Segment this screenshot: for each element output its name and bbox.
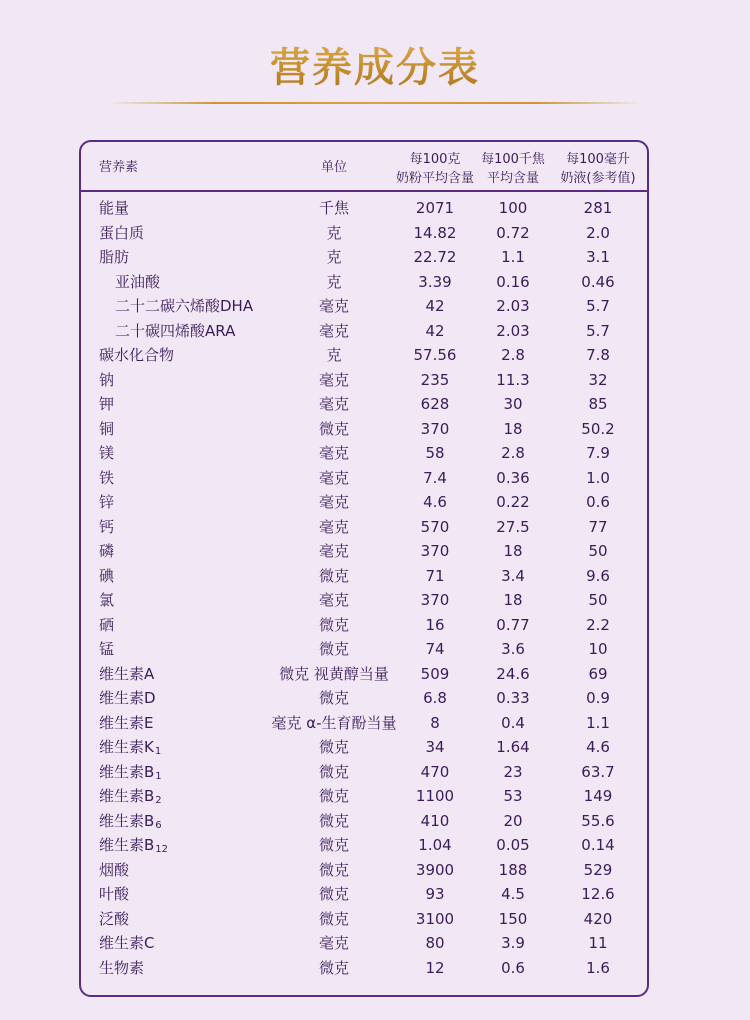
nutrient-name-cell <box>99 196 129 221</box>
table-row <box>81 760 647 785</box>
nutrient-name-cell <box>99 882 129 907</box>
nutrient-name-subscript: 1 <box>155 770 162 782</box>
table-row <box>81 833 647 858</box>
per-100g-value: 370 <box>420 542 450 561</box>
per-100kj-value: 2.8 <box>501 444 525 463</box>
nutrient-name-subscript: 1 <box>154 746 162 758</box>
nutrient-name-cell <box>99 858 129 883</box>
nutrient-name: 锰 <box>99 640 115 659</box>
unit-cell: 毫克 <box>318 493 349 512</box>
header-per-100ml <box>548 150 648 188</box>
per-100ml-value: 4.6 <box>586 738 610 757</box>
unit-cell: 微克 <box>318 615 349 634</box>
nutrient-name: 泛酸 <box>99 909 130 928</box>
per-100ml-value: 9.6 <box>586 566 610 585</box>
table-row <box>81 490 647 515</box>
per-100kj-value: 188 <box>498 860 528 879</box>
unit-cell: 微克 <box>318 958 349 977</box>
per-100g-value: 8 <box>430 713 440 732</box>
per-100kj-value: 53 <box>503 787 523 806</box>
unit-cell: 毫克 <box>318 444 349 463</box>
table-row <box>81 245 647 270</box>
nutrient-name-cell <box>99 637 114 662</box>
table-row <box>81 564 647 589</box>
nutrient-name: 蛋白质 <box>99 223 145 242</box>
nutrient-name-cell <box>99 833 168 861</box>
per-100kj-value: 4.5 <box>501 885 525 904</box>
nutrient-name-cell <box>99 956 144 981</box>
header-per-100kj-line1: 每100千焦 <box>481 152 545 167</box>
nutrient-name: 二十碳四烯酸ARA <box>115 321 236 340</box>
unit-cell: 千焦 <box>318 199 349 217</box>
unit-cell: 微克 <box>318 419 349 438</box>
nutrient-name-cell <box>99 466 114 491</box>
per-100g-value: 14.82 <box>413 223 457 242</box>
per-100g-value: 628 <box>420 395 450 414</box>
nutrient-name-cell <box>99 417 114 442</box>
nutrient-name-cell <box>99 760 162 788</box>
unit-cell: 微克 <box>318 909 349 928</box>
unit-cell: 微克 <box>318 762 349 781</box>
per-100g-value: 509 <box>420 664 450 683</box>
per-100g-value: 80 <box>425 934 445 953</box>
per-100kj-value: 3.9 <box>501 934 525 953</box>
per-100ml-value: 85 <box>588 395 608 414</box>
table-row <box>81 637 647 662</box>
per-100g-value: 58 <box>425 444 445 463</box>
per-100kj-value: 2.03 <box>496 321 530 340</box>
header-per-100g-line1: 每100克 <box>409 152 461 167</box>
per-100g-value: 34 <box>425 738 445 757</box>
unit-cell: 微克 <box>318 640 349 659</box>
nutrient-name: 维生素D <box>99 689 156 708</box>
per-100kj-value: 2.8 <box>501 346 525 365</box>
nutrient-name-cell <box>99 907 129 932</box>
table-row <box>81 319 647 344</box>
nutrient-name-cell <box>115 319 235 344</box>
nutrient-name: 维生素C <box>99 934 155 953</box>
unit-cell: 微克 <box>318 738 349 757</box>
unit-cell: 克 <box>326 346 342 365</box>
per-100kj-value: 0.6 <box>501 958 525 977</box>
per-100ml-value: 50 <box>588 542 608 561</box>
nutrient-name: 铜 <box>99 419 115 438</box>
unit-cell: 毫克 α-生育酚当量 <box>271 713 397 732</box>
per-100ml-value: 5.7 <box>586 321 610 340</box>
unit-cell: 毫克 <box>318 321 349 340</box>
table-header <box>81 142 647 190</box>
nutrient-name: 钠 <box>99 370 115 389</box>
per-100ml-value: 0.6 <box>586 493 610 512</box>
table-body <box>81 196 647 981</box>
nutrient-name: 维生素B <box>99 836 155 855</box>
table-row <box>81 196 647 221</box>
per-100kj-value: 0.22 <box>496 493 530 512</box>
nutrient-name: 钾 <box>99 395 115 414</box>
table-row <box>81 392 647 417</box>
table-row <box>81 735 647 760</box>
unit-cell: 克 <box>326 248 342 267</box>
nutrient-name: 硒 <box>99 615 115 634</box>
per-100g-value: 4.6 <box>423 493 447 512</box>
table-row <box>81 515 647 540</box>
nutrient-name-cell <box>99 368 114 393</box>
per-100ml-value: 0.14 <box>581 836 615 855</box>
per-100ml-value: 1.6 <box>586 958 610 977</box>
table-row <box>81 368 647 393</box>
per-100kj-value: 30 <box>503 395 523 414</box>
nutrient-name: 维生素B <box>99 762 155 781</box>
per-100kj-value: 0.77 <box>496 615 530 634</box>
per-100kj-value: 0.33 <box>496 689 530 708</box>
per-100g-value: 1.04 <box>418 836 452 855</box>
page-title: 营养成分表 <box>0 40 750 96</box>
nutrient-name: 维生素B <box>99 811 155 830</box>
nutrient-name: 生物素 <box>99 958 145 977</box>
per-100g-value: 93 <box>425 885 445 904</box>
per-100kj-value: 18 <box>503 542 523 561</box>
table-row <box>81 441 647 466</box>
nutrient-name-cell <box>99 686 156 711</box>
table-row <box>81 539 647 564</box>
nutrient-name: 铁 <box>99 468 115 487</box>
unit-cell: 微克 <box>318 860 349 879</box>
nutrient-name-subscript: 12 <box>155 844 169 856</box>
per-100ml-value: 420 <box>583 909 613 928</box>
per-100g-value: 1100 <box>415 787 455 806</box>
nutrient-name-cell <box>99 245 129 270</box>
per-100ml-value: 1.1 <box>586 713 610 732</box>
unit-cell: 微克 <box>318 811 349 830</box>
per-100ml-value: 10 <box>588 640 608 659</box>
table-row <box>81 882 647 907</box>
per-100g-value: 570 <box>420 517 450 536</box>
per-100ml-value: 12.6 <box>581 885 615 904</box>
per-100ml-value: 50 <box>588 591 608 610</box>
nutrient-name: 二十二碳六烯酸DHA <box>115 297 254 316</box>
per-100ml-value: 11 <box>588 934 608 953</box>
per-100g-value: 370 <box>420 591 450 610</box>
per-100ml-value: 2.2 <box>586 615 610 634</box>
nutrient-name-cell <box>99 613 114 638</box>
nutrient-name-cell <box>99 564 114 589</box>
unit-cell: 微克 <box>318 689 349 708</box>
per-100ml-value: 0.9 <box>586 689 610 708</box>
per-100kj-value: 18 <box>503 419 523 438</box>
per-100g-value: 42 <box>425 297 445 316</box>
nutrient-name-cell <box>99 784 162 812</box>
per-100ml-value: 281 <box>583 199 613 217</box>
table-row <box>81 270 647 295</box>
per-100g-value: 71 <box>425 566 445 585</box>
nutrient-name: 氯 <box>99 591 115 610</box>
per-100g-value: 3900 <box>415 860 455 879</box>
unit-cell: 毫克 <box>318 591 349 610</box>
unit-cell: 毫克 <box>318 517 349 536</box>
per-100kj-value: 2.03 <box>496 297 530 316</box>
per-100kj-value: 20 <box>503 811 523 830</box>
unit-cell: 克 <box>326 272 342 291</box>
table-row <box>81 931 647 956</box>
per-100ml-value: 50.2 <box>581 419 615 438</box>
header-nutrient: 营养素 <box>99 160 139 175</box>
per-100kj-value: 3.6 <box>501 640 525 659</box>
table-row <box>81 809 647 834</box>
unit-cell: 克 <box>326 223 342 242</box>
table-row <box>81 221 647 246</box>
nutrient-name-cell <box>99 735 161 763</box>
table-row <box>81 662 647 687</box>
per-100g-value: 12 <box>425 958 445 977</box>
nutrient-name: 镁 <box>99 444 115 463</box>
nutrition-table <box>79 140 649 997</box>
nutrient-name-cell <box>99 662 154 687</box>
per-100kj-value: 0.36 <box>496 468 530 487</box>
unit-cell: 毫克 <box>318 370 349 389</box>
nutrient-name: 维生素E <box>99 713 154 732</box>
header-divider <box>81 190 647 192</box>
nutrient-name: 碳水化合物 <box>99 346 175 365</box>
nutrient-name: 烟酸 <box>99 860 130 879</box>
nutrient-name-cell <box>99 809 162 837</box>
per-100kj-value: 3.4 <box>501 566 525 585</box>
per-100g-value: 370 <box>420 419 450 438</box>
table-row <box>81 613 647 638</box>
table-row <box>81 858 647 883</box>
nutrient-name: 叶酸 <box>99 885 130 904</box>
table-row <box>81 907 647 932</box>
per-100g-value: 16 <box>425 615 445 634</box>
unit-cell: 毫克 <box>318 542 349 561</box>
per-100g-value: 2071 <box>415 199 455 217</box>
nutrient-name: 维生素A <box>99 664 155 683</box>
unit-cell: 微克 <box>318 566 349 585</box>
per-100ml-value: 32 <box>588 370 608 389</box>
per-100ml-value: 2.0 <box>586 223 610 242</box>
table-row <box>81 294 647 319</box>
per-100ml-value: 7.8 <box>586 346 610 365</box>
nutrient-name-cell <box>99 931 154 956</box>
per-100ml-value: 529 <box>583 860 613 879</box>
per-100ml-value: 63.7 <box>581 762 615 781</box>
per-100g-value: 470 <box>420 762 450 781</box>
nutrient-name: 锌 <box>99 493 115 512</box>
per-100g-value: 3.39 <box>418 272 452 291</box>
per-100ml-value: 55.6 <box>581 811 615 830</box>
nutrient-name: 磷 <box>99 542 115 561</box>
unit-cell: 毫克 <box>318 297 349 316</box>
table-row <box>81 588 647 613</box>
table-row <box>81 784 647 809</box>
per-100kj-value: 0.16 <box>496 272 530 291</box>
per-100g-value: 7.4 <box>423 468 447 487</box>
header-per-100kj-line2: 平均含量 <box>486 171 539 186</box>
nutrient-name-cell <box>99 588 114 613</box>
per-100g-value: 22.72 <box>413 248 457 267</box>
table-row <box>81 343 647 368</box>
nutrient-name: 脂肪 <box>99 248 130 267</box>
per-100kj-value: 0.4 <box>501 713 525 732</box>
per-100ml-value: 7.9 <box>586 444 610 463</box>
table-row <box>81 711 647 736</box>
header-unit: 单位 <box>320 160 347 175</box>
nutrient-name-cell <box>99 343 174 368</box>
per-100ml-value: 77 <box>588 517 608 536</box>
per-100kj-value: 150 <box>498 909 528 928</box>
unit-cell: 毫克 <box>318 468 349 487</box>
per-100kj-value: 100 <box>498 199 528 217</box>
per-100kj-value: 0.72 <box>496 223 530 242</box>
unit-cell: 毫克 <box>318 934 349 953</box>
per-100ml-value: 3.1 <box>586 248 610 267</box>
header-per-100ml-line1: 每100毫升 <box>566 152 630 167</box>
per-100kj-value: 18 <box>503 591 523 610</box>
per-100kj-value: 23 <box>503 762 523 781</box>
nutrient-name-cell <box>99 711 153 736</box>
per-100ml-value: 0.46 <box>581 272 615 291</box>
unit-cell: 微克 <box>318 885 349 904</box>
header-per-100g-line2: 奶粉平均含量 <box>395 171 474 186</box>
nutrient-name-subscript: 6 <box>155 819 162 831</box>
per-100kj-value: 1.1 <box>501 248 525 267</box>
per-100g-value: 74 <box>425 640 445 659</box>
nutrient-name-cell <box>99 539 114 564</box>
table-row <box>81 686 647 711</box>
per-100ml-value: 1.0 <box>586 468 610 487</box>
per-100kj-value: 24.6 <box>496 664 530 683</box>
nutrient-name: 维生素B <box>99 787 155 806</box>
nutrient-name: 亚油酸 <box>115 272 161 291</box>
per-100kj-value: 0.05 <box>496 836 530 855</box>
nutrient-name-cell <box>115 270 160 295</box>
per-100g-value: 57.56 <box>413 346 457 365</box>
per-100g-value: 410 <box>420 811 450 830</box>
header-per-100ml-line2: 奶液(参考值) <box>560 171 636 186</box>
nutrient-name: 能量 <box>99 199 130 217</box>
per-100ml-value: 149 <box>583 787 613 806</box>
nutrient-name-cell <box>115 294 253 319</box>
table-row <box>81 956 647 981</box>
per-100ml-value: 5.7 <box>586 297 610 316</box>
per-100g-value: 42 <box>425 321 445 340</box>
table-row <box>81 466 647 491</box>
unit-cell: 微克 <box>318 836 349 855</box>
unit-cell: 微克 <box>318 787 349 806</box>
unit-cell: 毫克 <box>318 395 349 414</box>
per-100ml-value: 69 <box>588 664 608 683</box>
per-100g-value: 3100 <box>415 909 455 928</box>
nutrient-name-subscript: 2 <box>155 795 162 807</box>
per-100g-value: 235 <box>420 370 450 389</box>
title-divider <box>108 102 642 104</box>
nutrient-name-cell <box>99 441 114 466</box>
per-100kj-value: 1.64 <box>496 738 530 757</box>
per-100kj-value: 11.3 <box>496 370 530 389</box>
nutrient-name-cell <box>99 515 114 540</box>
per-100kj-value: 27.5 <box>496 517 530 536</box>
nutrient-name-cell <box>99 490 114 515</box>
nutrient-name: 维生素K <box>99 738 154 757</box>
unit-cell: 微克 视黄醇当量 <box>279 664 389 683</box>
table-row <box>81 417 647 442</box>
nutrient-name-cell <box>99 392 114 417</box>
per-100g-value: 6.8 <box>423 689 447 708</box>
nutrient-name: 碘 <box>99 566 115 585</box>
nutrient-name: 钙 <box>99 517 115 536</box>
nutrient-name-cell <box>99 221 144 246</box>
